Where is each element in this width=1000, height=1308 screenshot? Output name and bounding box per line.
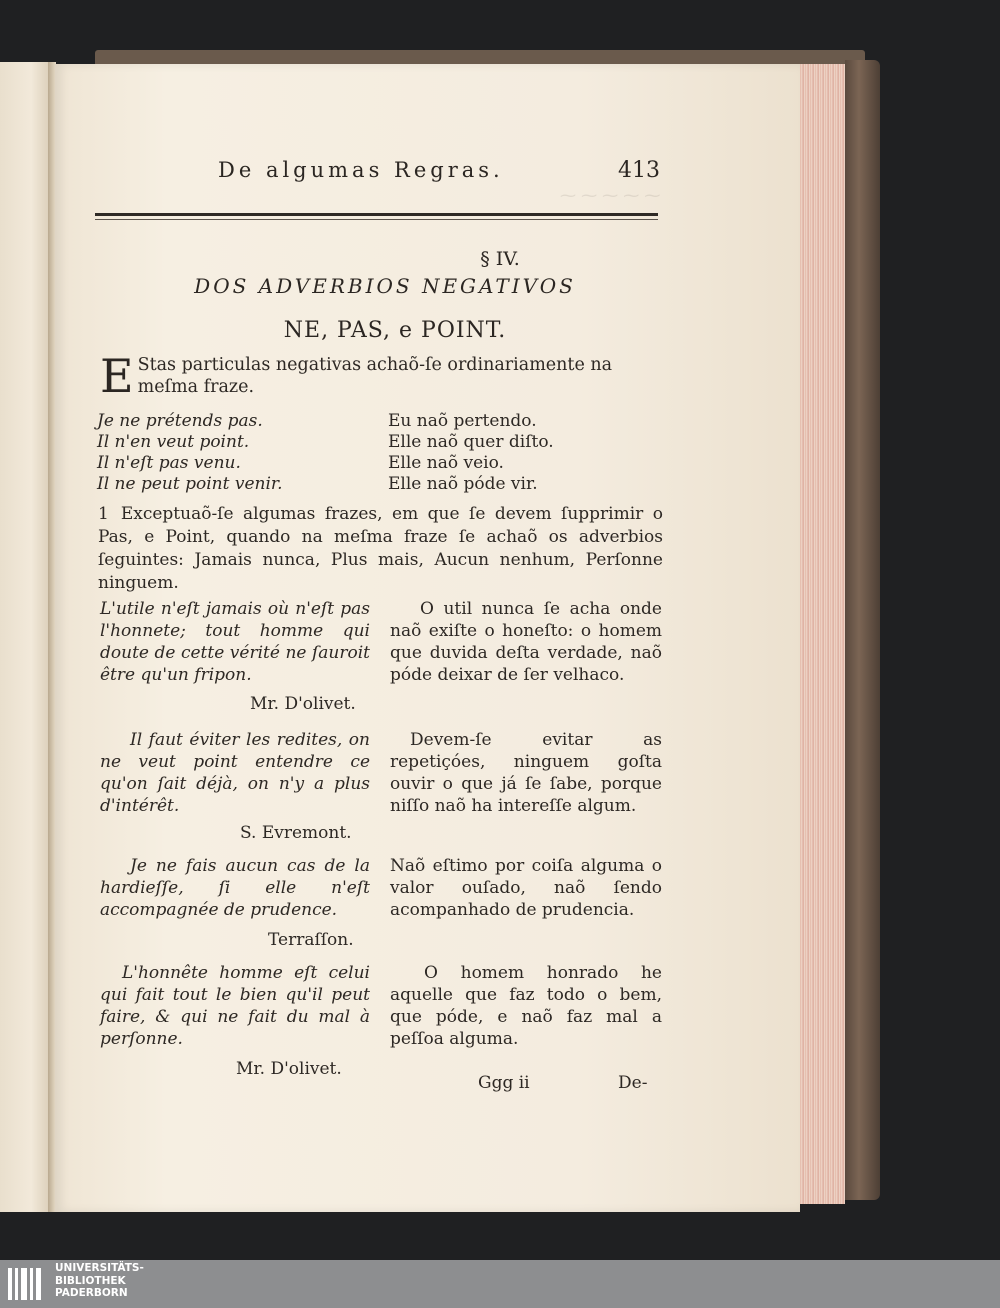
section-number: § IV.: [480, 248, 520, 270]
drop-cap: E: [100, 349, 134, 403]
quote-author: Mr. D'olivet.: [250, 694, 356, 714]
quote-author: Mr. D'olivet.: [236, 1059, 342, 1079]
running-head: De algumas Regras.: [218, 158, 504, 182]
quote-french: L'utile n'eſt jamais où n'eſt pas l'honnete; tout homme qui doute de cette vérité ne ſauroit être qu'un fripon.: [100, 599, 370, 685]
quote-french: L'honnête homme eſt celui qui fait tout le bien qu'il peut faire, & qui ne fait du mal à perſonne.: [100, 963, 370, 1049]
show-through-text: ⁓ ⁓ ⁓ ⁓ ⁓: [560, 186, 661, 205]
note-text: Exceptuaõ-ſe algumas frazes, em que ſe devem ſupprimir o Pas, e Point, quando na meſma fraze ſe achaõ os adverbios ſeguintes: Jamais nunca, Plus mais, Aucun nenhum, Perſonne ninguem.: [98, 504, 663, 593]
example-french: Il n'eſt pas venu.: [97, 453, 241, 473]
left-page-edge: [0, 62, 54, 1212]
quote-author: S. Evremont.: [240, 823, 352, 843]
example-portuguese: Elle naõ quer diſto.: [388, 432, 554, 452]
note-number: 1: [98, 504, 109, 524]
library-name-line2: BIBLIOTHEK: [55, 1274, 126, 1287]
quote-portuguese: Naõ eſtimo por coiſa alguma o valor ouſado, naõ ſendo acompanhado de prudencia.: [390, 856, 662, 920]
quote-author: Terraſſon.: [268, 930, 354, 950]
library-name-line1: UNIVERSITÄTS-: [55, 1262, 144, 1274]
quote-french: Il faut éviter les redites, on ne veut point entendre ce qu'on ſait déjà, on n'y a plus d'intérêt.: [100, 730, 370, 816]
page-number: 413: [618, 158, 660, 183]
section-subtitle: NE, PAS, e POINT.: [283, 318, 507, 343]
example-french: Je ne prétends pas.: [97, 411, 263, 431]
intro-text: Stas particulas negativas achaõ-ſe ordinariamente na meſma fraze.: [137, 355, 613, 397]
catchword: De-: [618, 1073, 648, 1093]
header-rule: [95, 213, 658, 216]
example-portuguese: Elle naõ póde vir.: [388, 474, 538, 494]
section-title: DOS ADVERBIOS NEGATIVOS: [194, 274, 576, 298]
quote-french: Je ne fais aucun cas de la hardieſſe, ſi elle n'eſt accompagnée de prudence.: [100, 856, 370, 920]
library-logo-icon: [6, 1264, 46, 1304]
rule-note: [98, 503, 663, 595]
page-header: [160, 154, 660, 188]
library-footer-bar: [0, 1260, 1000, 1308]
page-edges: [795, 64, 845, 1204]
quote-portuguese: Devem-ſe evitar as repetiçóes, ninguem goſta ouvir o que já ſe ſabe, porque niſſo naõ ha intereſſe algum.: [390, 730, 662, 816]
example-portuguese: Elle naõ veio.: [388, 453, 504, 473]
header-rule-thin: [95, 219, 658, 220]
example-french: Il ne peut point venir.: [97, 474, 283, 494]
example-french: Il n'en veut point.: [97, 432, 250, 452]
quote-portuguese: O homem honrado he aquelle que faz todo o bem, que póde, e naõ faz mal a peſſoa alguma.: [390, 963, 662, 1049]
signature-mark: Ggg ii: [478, 1073, 530, 1093]
book-cover-right: [845, 60, 880, 1200]
quote-portuguese: O util nunca ſe acha onde naõ exiſte o honeſto: o homem que duvida deſta verdade, naõ póde deixar de ſer velhaco.: [390, 599, 662, 685]
library-name: [55, 1262, 144, 1300]
library-name-line3: PADERBORN: [55, 1287, 128, 1299]
intro-paragraph: [100, 349, 660, 403]
example-portuguese: Eu naõ pertendo.: [388, 411, 537, 431]
